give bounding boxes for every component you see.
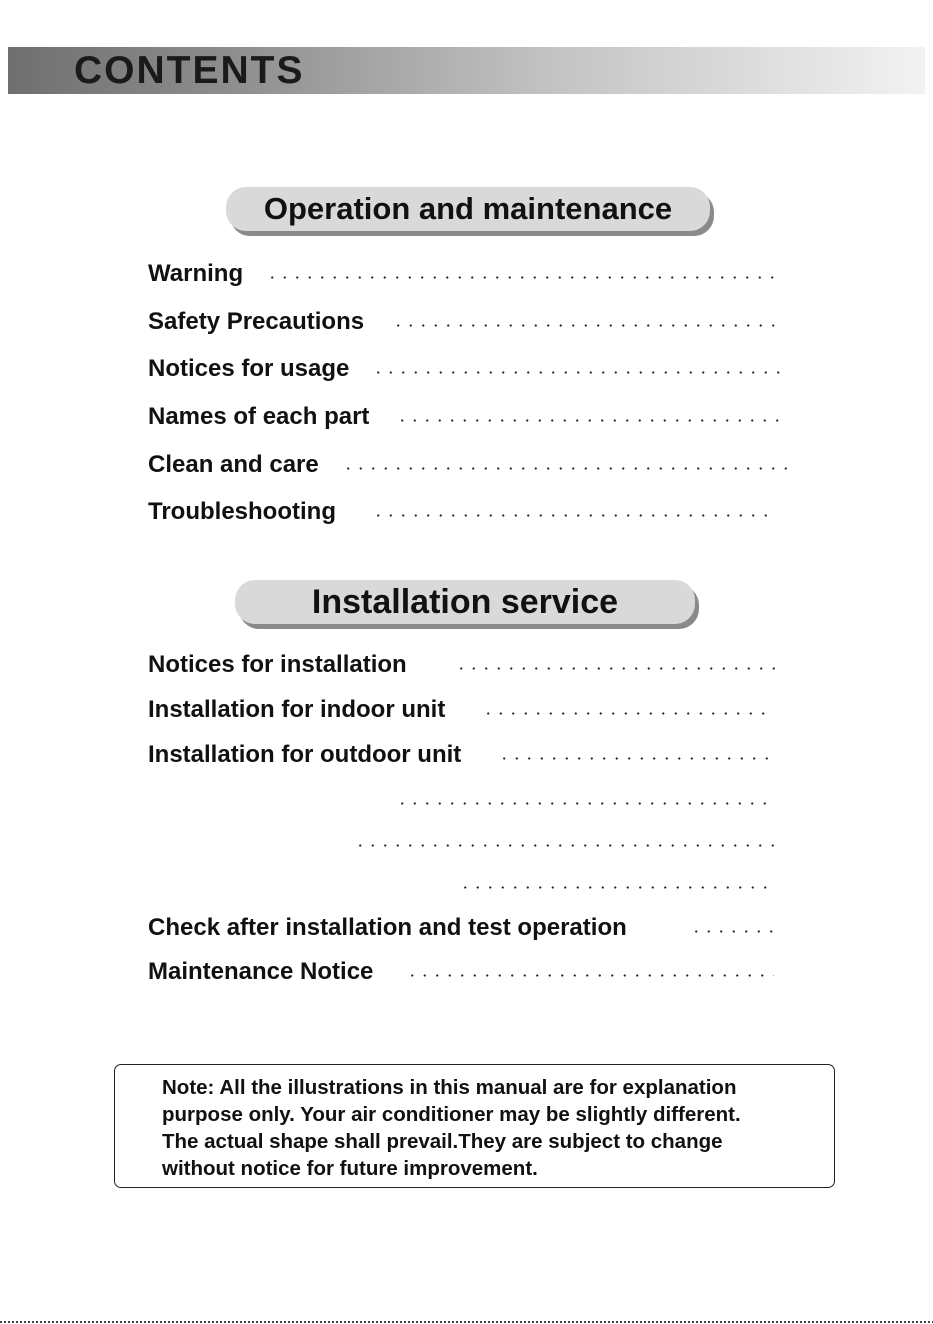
toc-entry-label: Safety Precautions	[148, 308, 365, 335]
bottom-rule	[0, 1321, 933, 1323]
note-line: without notice for future improvement.	[162, 1157, 538, 1180]
toc-entry-label: Notices for usage	[148, 355, 350, 382]
note-line: Note: All the illustrations in this manual are for explanation	[162, 1076, 737, 1099]
section-heading-operation: Operation and maintenance	[226, 187, 710, 231]
dot-leader	[372, 514, 774, 517]
dot-leader	[392, 324, 782, 327]
toc-entry-label: Installation for indoor unit	[148, 696, 446, 723]
dot-leader	[354, 844, 778, 847]
toc-entry-label: Troubleshooting	[148, 498, 336, 525]
dot-leader	[455, 667, 777, 670]
toc-entry-label: Warning	[148, 260, 244, 287]
dot-leader	[396, 802, 776, 805]
dot-leader	[396, 419, 786, 422]
note-line: purpose only. Your air conditioner may be slightly different.	[162, 1103, 741, 1126]
toc-entry-label: Notices for installation	[148, 651, 407, 678]
page-title: CONTENTS	[74, 49, 305, 92]
toc-entry-label: Maintenance Notice	[148, 958, 374, 985]
toc-entry-label: Check after installation and test operation	[148, 914, 627, 941]
dot-leader	[406, 974, 774, 977]
dot-leader	[482, 712, 774, 715]
dot-leader	[342, 467, 788, 470]
toc-entry-label: Installation for outdoor unit	[148, 741, 462, 768]
dot-leader	[266, 276, 782, 279]
dot-leader	[459, 886, 773, 889]
dot-leader	[498, 757, 776, 760]
contents-banner	[8, 47, 925, 94]
toc-entry-label: Clean and care	[148, 451, 319, 478]
note-line: The actual shape shall prevail.They are subject to change	[162, 1130, 723, 1153]
note-box	[114, 1064, 835, 1188]
dot-leader	[690, 930, 776, 933]
dot-leader	[372, 371, 786, 374]
section-heading-installation: Installation service	[235, 580, 695, 624]
toc-entry-label: Names of each part	[148, 403, 370, 430]
